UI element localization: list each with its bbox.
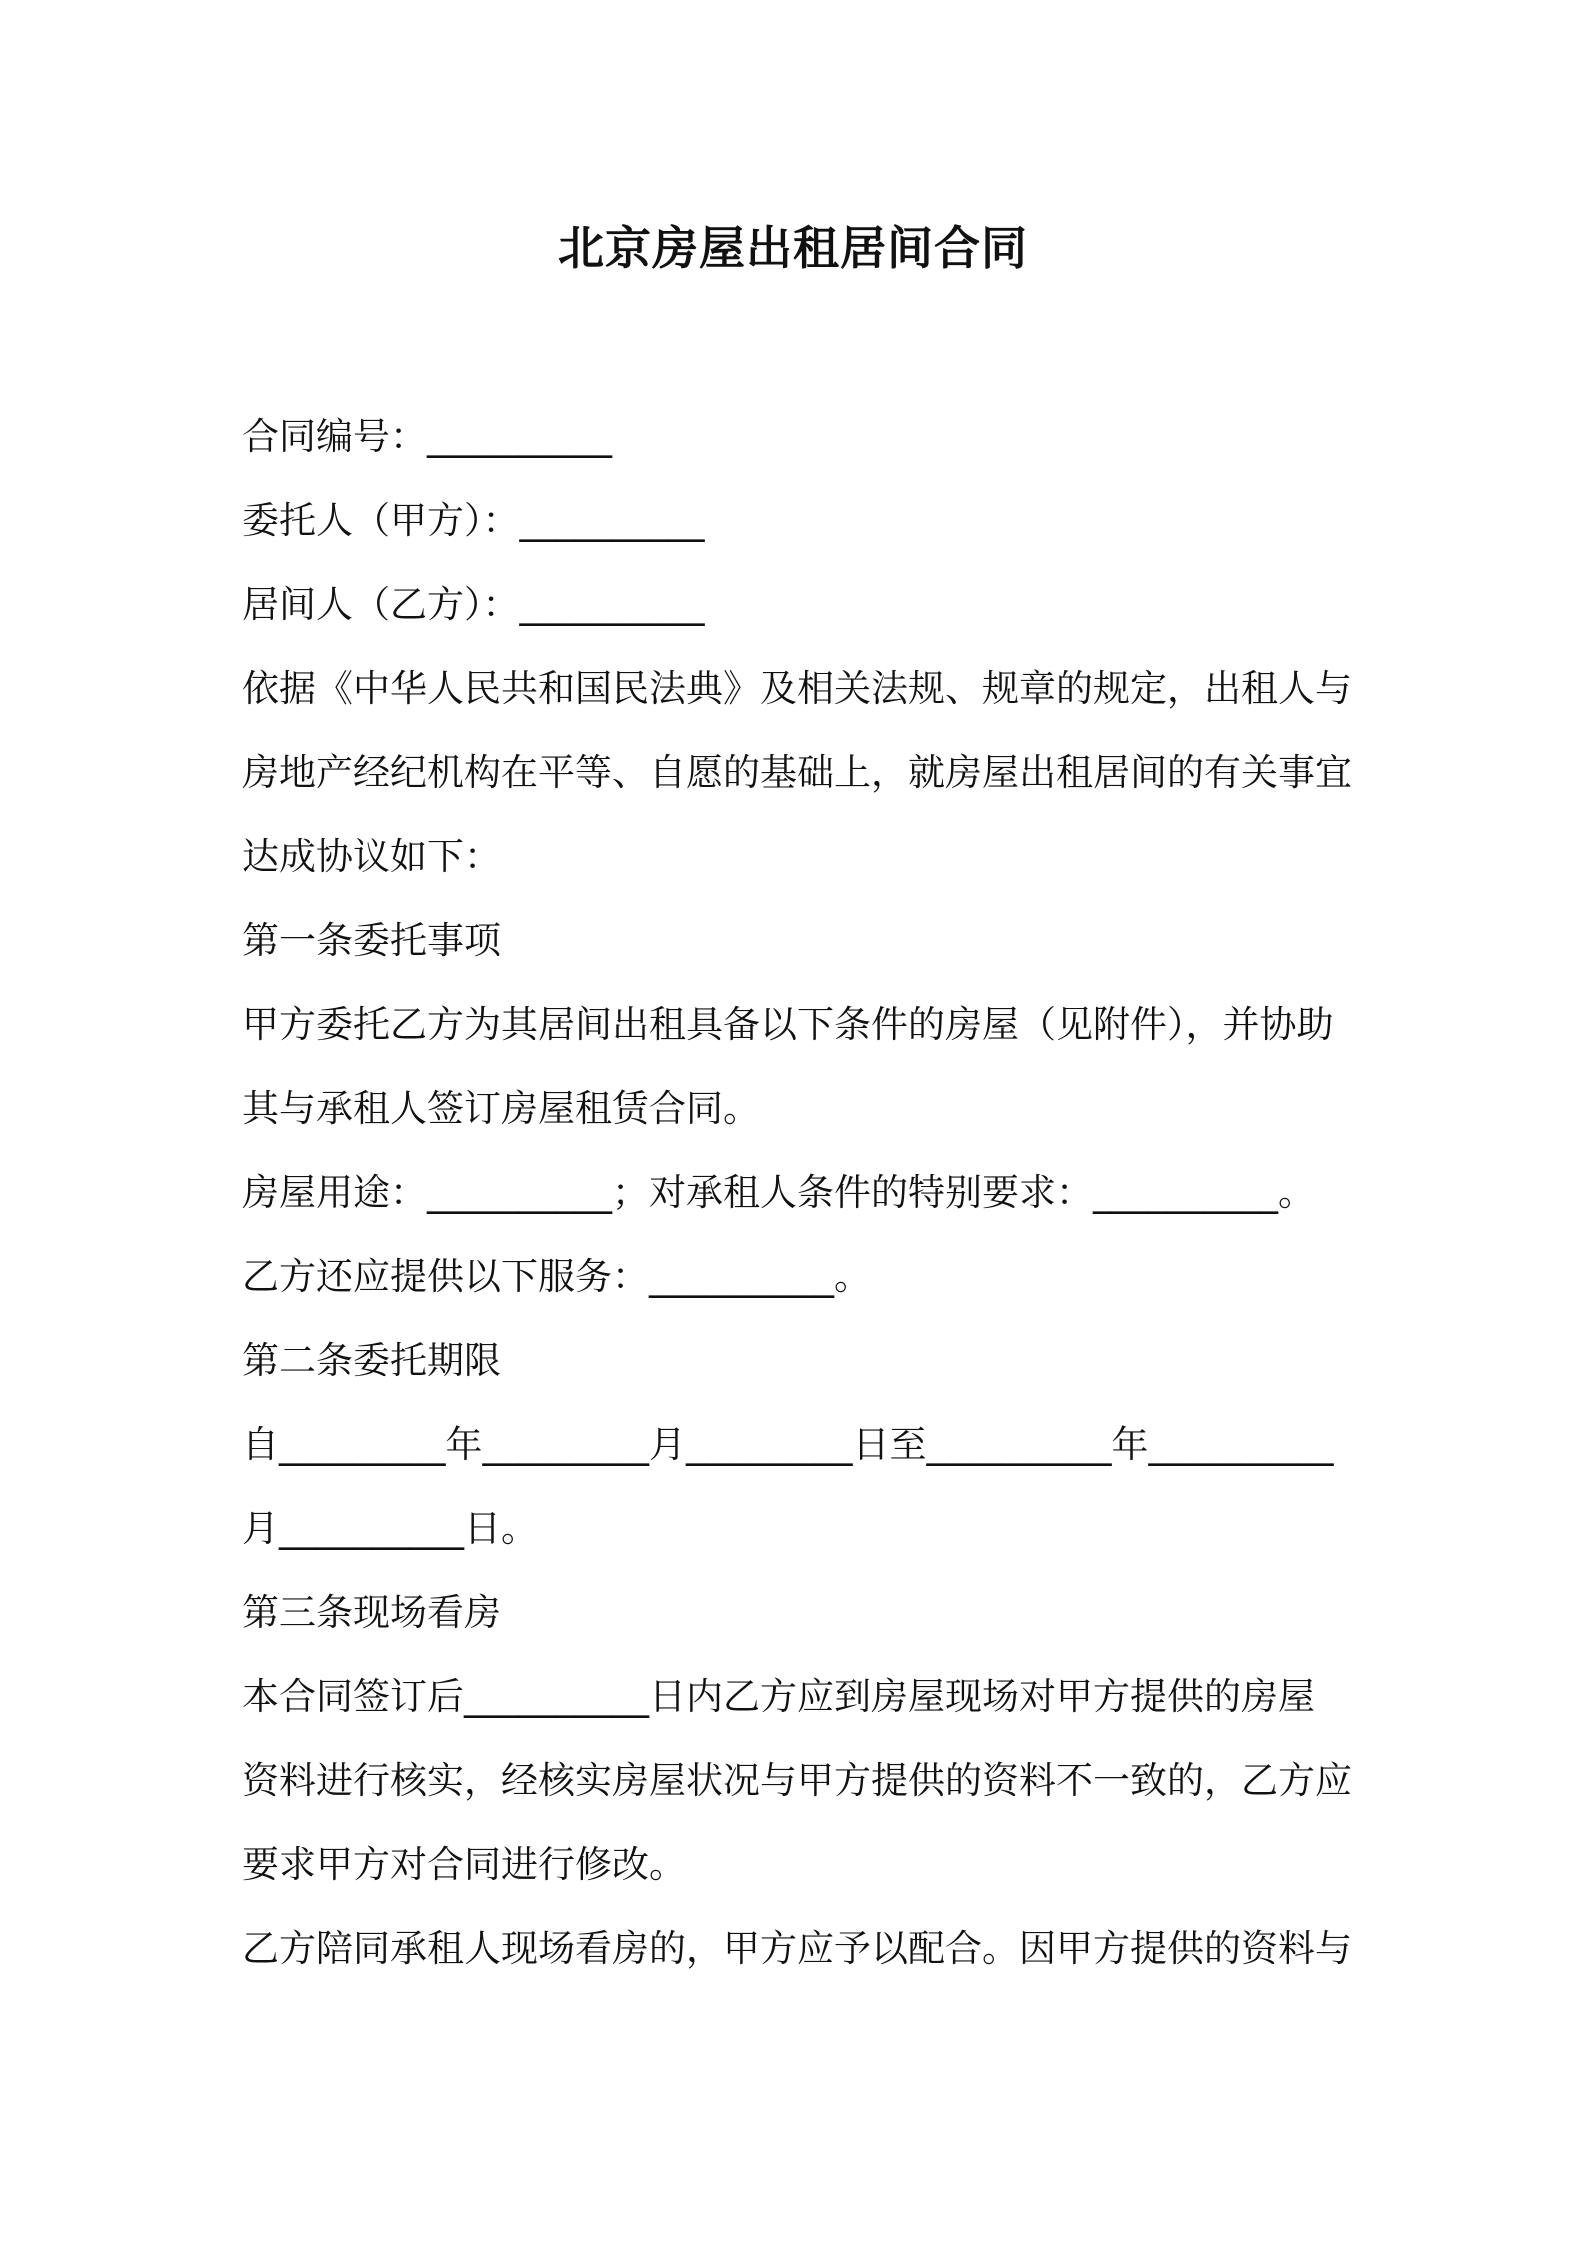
article-3-heading: 第三条现场看房	[242, 1591, 501, 1634]
article-3-line-3: 要求甲方对合同进行修改。	[242, 1843, 686, 1886]
article-1-line-3: 房屋用途：__________；对承租人条件的特别要求：__________。	[242, 1171, 1315, 1214]
principal-party-a-line: 委托人（甲方）：__________	[242, 499, 705, 542]
intermediary-party-b-line: 居间人（乙方）：__________	[242, 583, 705, 626]
document-title: 北京房屋出租居间合同	[558, 221, 1028, 275]
preamble-line-1: 依据《中华人民共和国民法典》及相关法规、规章的规定，出租人与	[242, 667, 1352, 710]
article-2-line-2: 月__________日。	[242, 1507, 538, 1550]
article-3-line-4: 乙方陪同承租人现场看房的，甲方应予以配合。因甲方提供的资料与	[242, 1927, 1352, 1970]
contract-number-line: 合同编号：__________	[242, 415, 612, 458]
article-2-heading: 第二条委托期限	[242, 1339, 501, 1382]
article-3-line-2: 资料进行核实，经核实房屋状况与甲方提供的资料不一致的，乙方应	[242, 1759, 1352, 1802]
article-1-heading: 第一条委托事项	[242, 919, 501, 962]
article-3-line-1: 本合同签订后__________日内乙方应到房屋现场对甲方提供的房屋	[242, 1675, 1315, 1718]
document-body	[242, 395, 1362, 1991]
preamble-line-2: 房地产经纪机构在平等、自愿的基础上，就房屋出租居间的有关事宜	[242, 751, 1352, 794]
preamble-line-3: 达成协议如下：	[242, 835, 501, 878]
article-2-line-1: 自_________年_________月_________日至__________年__________	[242, 1423, 1334, 1466]
article-1-line-2: 其与承租人签订房屋租赁合同。	[242, 1087, 760, 1130]
article-1-line-1: 甲方委托乙方为其居间出租具备以下条件的房屋（见附件），并协助	[242, 1003, 1334, 1046]
article-1-line-4: 乙方还应提供以下服务：__________。	[242, 1255, 871, 1298]
